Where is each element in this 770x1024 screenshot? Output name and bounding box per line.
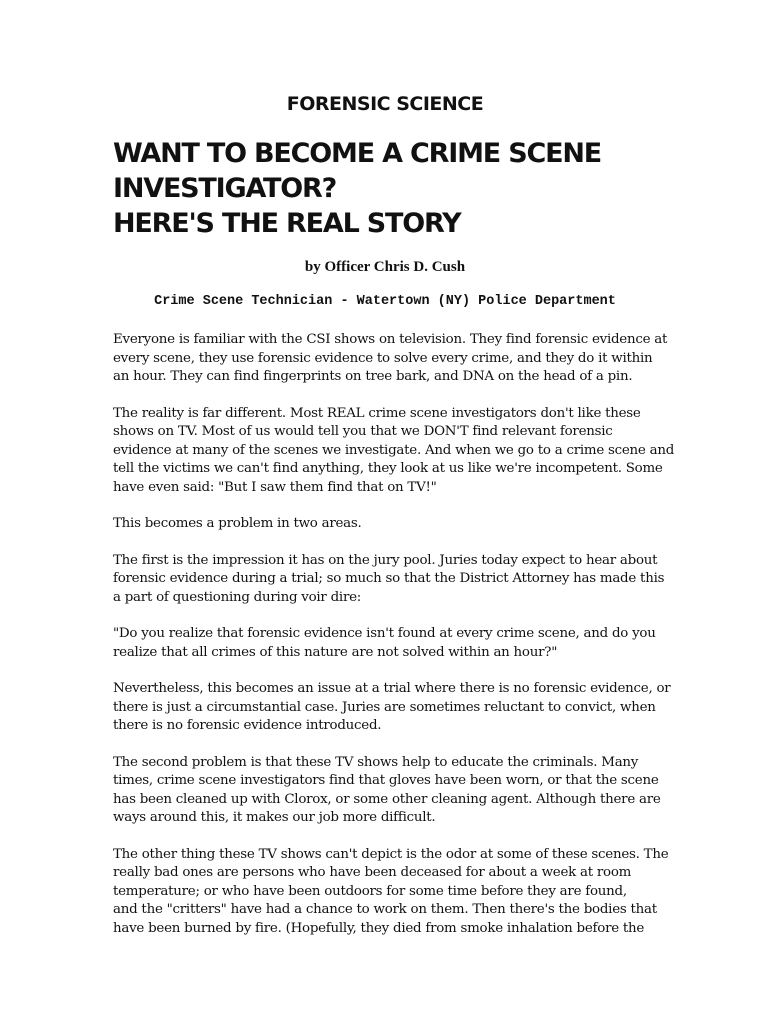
paragraph-line: realize that all crimes of this nature are not solved within an hour?": [113, 644, 558, 660]
author-byline: by Officer Chris D. Cush: [304, 259, 466, 275]
paragraph-line: Nevertheless, this becomes an issue at a trial where there is no forensic evidence, or: [113, 681, 671, 696]
paragraph-line: temperature; or who have been outdoors for some time before they are found,: [113, 883, 627, 899]
paragraph-line: The first is the impression it has on the jury pool. Juries today expect to hear about: [113, 552, 658, 568]
paragraph-line: have even said: "But I saw them find that on TV!": [113, 479, 437, 495]
paragraph-line: "Do you realize that forensic evidence isn't found at every crime scene, and do you: [113, 626, 656, 641]
body-paragraph: [113, 754, 673, 828]
paragraph-line: tell the victims we can't find anything, they look at us like we're incompetent. Some: [113, 461, 663, 476]
body-paragraph: [113, 515, 673, 534]
paragraph-line: there is no forensic evidence introduced.: [113, 718, 382, 733]
body-paragraph: [113, 625, 673, 662]
headline-line: WANT TO BECOME A CRIME SCENE: [113, 138, 601, 169]
paragraph-line: Everyone is familiar with the CSI shows on television. They find forensic evidence at: [113, 332, 668, 347]
body-paragraph: [113, 552, 673, 608]
paragraph-line: has been cleaned up with Clorox, or some other cleaning agent. Although there are: [113, 791, 661, 807]
body-paragraph: [113, 405, 673, 498]
body-paragraph: [113, 680, 673, 736]
paragraph-line: shows on TV. Most of us would tell you that we DON'T find relevant forensic: [113, 424, 613, 439]
paragraph-line: forensic evidence during a trial; so much so that the District Attorney has made this: [113, 571, 665, 586]
paragraph-line: have been burned by fire. (Hopefully, they died from smoke inhalation before the: [113, 920, 645, 936]
paragraph-line: there is just a circumstantial case. Juries are sometimes reluctant to convict, when: [113, 699, 656, 715]
body-paragraph: [113, 846, 673, 939]
paragraph-line: really bad ones are persons who have been deceased for about a week at room: [113, 865, 632, 880]
article-body: [113, 331, 673, 956]
section-label: FORENSIC SCIENCE: [286, 93, 484, 115]
paragraph-line: and the "critters" have had a chance to work on them. Then there's the bodies that: [113, 902, 657, 917]
paragraph-line: an hour. They can find fingerprints on tree bark, and DNA on the head of a pin.: [113, 369, 633, 384]
paragraph-line: times, crime scene investigators find that gloves have been worn, or that the scene: [113, 773, 659, 788]
paragraph-line: The reality is far different. Most REAL crime scene investigators don't like these: [113, 405, 641, 421]
article-headline: [113, 136, 713, 241]
paragraph-line: every scene, they use forensic evidence to solve every crime, and they do it within: [113, 350, 653, 366]
headline-line: INVESTIGATOR?: [113, 173, 337, 204]
paragraph-line: The second problem is that these TV shows help to educate the criminals. Many: [113, 754, 639, 770]
paragraph-line: a part of questioning during voir dire:: [113, 589, 362, 605]
paragraph-line: ways around this, it makes our job more difficult.: [113, 810, 436, 825]
paragraph-line: evidence at many of the scenes we investigate. And when we go to a crime scene and: [113, 442, 675, 458]
headline-line: HERE'S THE REAL STORY: [113, 208, 461, 239]
paragraph-line: The other thing these TV shows can't depict is the odor at some of these scenes. The: [113, 846, 669, 862]
body-paragraph: [113, 331, 673, 387]
paragraph-line: This becomes a problem in two areas.: [113, 516, 362, 531]
author-affiliation: Crime Scene Technician - Watertown (NY) Police Department: [154, 294, 616, 309]
